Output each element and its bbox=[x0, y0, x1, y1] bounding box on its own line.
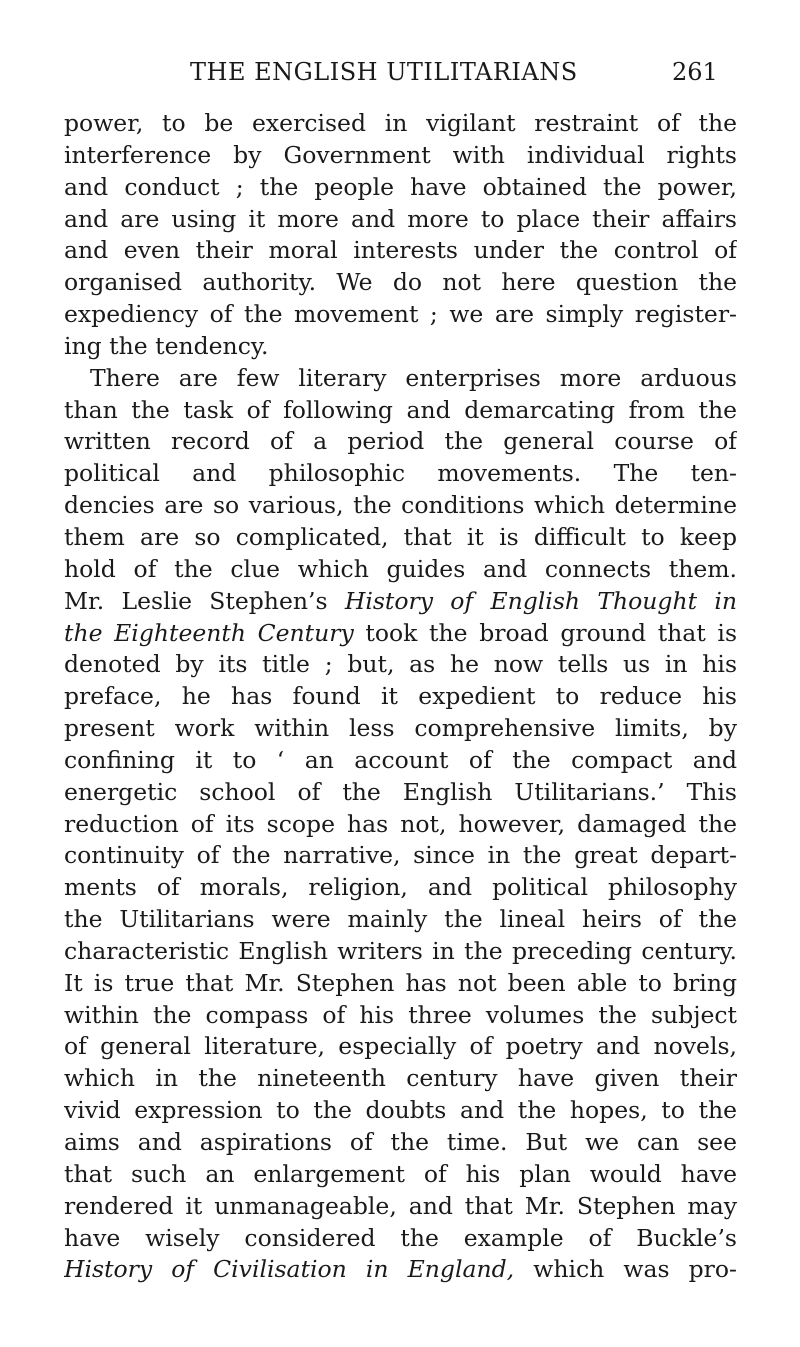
text-line bbox=[64, 618, 737, 650]
text-line: characteristic English writers in the preceding century. bbox=[64, 936, 737, 965]
body-text bbox=[64, 108, 737, 1286]
page-number: 261 bbox=[672, 58, 718, 86]
text-line: that such an enlargement of his plan would have bbox=[64, 1159, 737, 1188]
text-line: and even their moral interests under the control of bbox=[64, 236, 737, 265]
book-title-italic: the Eighteenth Century bbox=[64, 618, 354, 647]
text-line: preface, he has found it expedient to reduce his bbox=[64, 682, 737, 711]
running-header bbox=[0, 58, 800, 94]
text-line: It is true that Mr. Stephen has not been able to bring bbox=[64, 968, 737, 997]
text-line: written record of a period the general course of bbox=[64, 427, 737, 456]
text-line: aims and aspirations of the time. But we can see bbox=[64, 1128, 737, 1156]
text-line: ing the tendency. bbox=[64, 331, 269, 360]
text-line: reduction of its scope has not, however, damaged the bbox=[64, 809, 737, 838]
running-title: THE ENGLISH UTILITARIANS bbox=[190, 58, 578, 86]
text-line: ments of morals, religion, and political philosophy bbox=[64, 873, 737, 902]
text-line: dencies are so various, the conditions which determine bbox=[64, 491, 737, 520]
text-run: which was pro- bbox=[514, 1255, 737, 1284]
text-line: have wisely considered the example of Buckle’s bbox=[64, 1223, 737, 1252]
text-line: organised authority. We do not here question the bbox=[64, 268, 737, 297]
text-line: energetic school of the English Utilitarians.’ This bbox=[64, 777, 737, 806]
text-run: took the broad ground that is bbox=[353, 618, 737, 647]
text-line: confining it to ‘ an account of the compact and bbox=[64, 745, 737, 774]
text-line: interference by Government with individual rights bbox=[64, 140, 737, 169]
text-line: political and philosophic movements. The ten- bbox=[64, 459, 737, 488]
text-line: rendered it unmanageable, and that Mr. Stephen may bbox=[64, 1191, 737, 1220]
text-line bbox=[64, 1254, 737, 1286]
book-title-italic: History of English Thought in bbox=[344, 586, 737, 615]
text-line: than the task of following and demarcating from the bbox=[64, 395, 737, 424]
text-line: within the compass of his three volumes the subject bbox=[64, 1000, 737, 1029]
text-line: expediency of the movement ; we are simply register- bbox=[64, 300, 737, 329]
book-title-italic: History of Civilisation in England, bbox=[64, 1255, 515, 1284]
text-line: present work within less comprehensive limits, by bbox=[64, 714, 737, 743]
text-line: power, to be exercised in vigilant restraint of the bbox=[64, 109, 737, 137]
text-line: and are using it more and more to place their affairs bbox=[64, 204, 737, 233]
text-line: and conduct ; the people have obtained the power, bbox=[64, 172, 737, 201]
paragraph-first-line: There are few literary enterprises more arduous bbox=[90, 363, 737, 392]
text-line bbox=[64, 586, 737, 618]
text-line: vivid expression to the doubts and the hopes, to the bbox=[64, 1096, 737, 1125]
text-line: denoted by its title ; but, as he now tells us in his bbox=[64, 650, 737, 679]
text-run: Mr. Leslie Stephen’s bbox=[64, 586, 345, 615]
text-line: them are so complicated, that it is difficult to keep bbox=[64, 522, 737, 551]
text-line: of general literature, especially of poetry and novels, bbox=[64, 1032, 737, 1061]
text-line: which in the nineteenth century have given their bbox=[64, 1064, 737, 1093]
text-line: the Utilitarians were mainly the lineal heirs of the bbox=[64, 905, 737, 934]
text-line: continuity of the narrative, since in the great depart- bbox=[64, 841, 737, 870]
text-line: hold of the clue which guides and connects them. bbox=[64, 554, 737, 583]
